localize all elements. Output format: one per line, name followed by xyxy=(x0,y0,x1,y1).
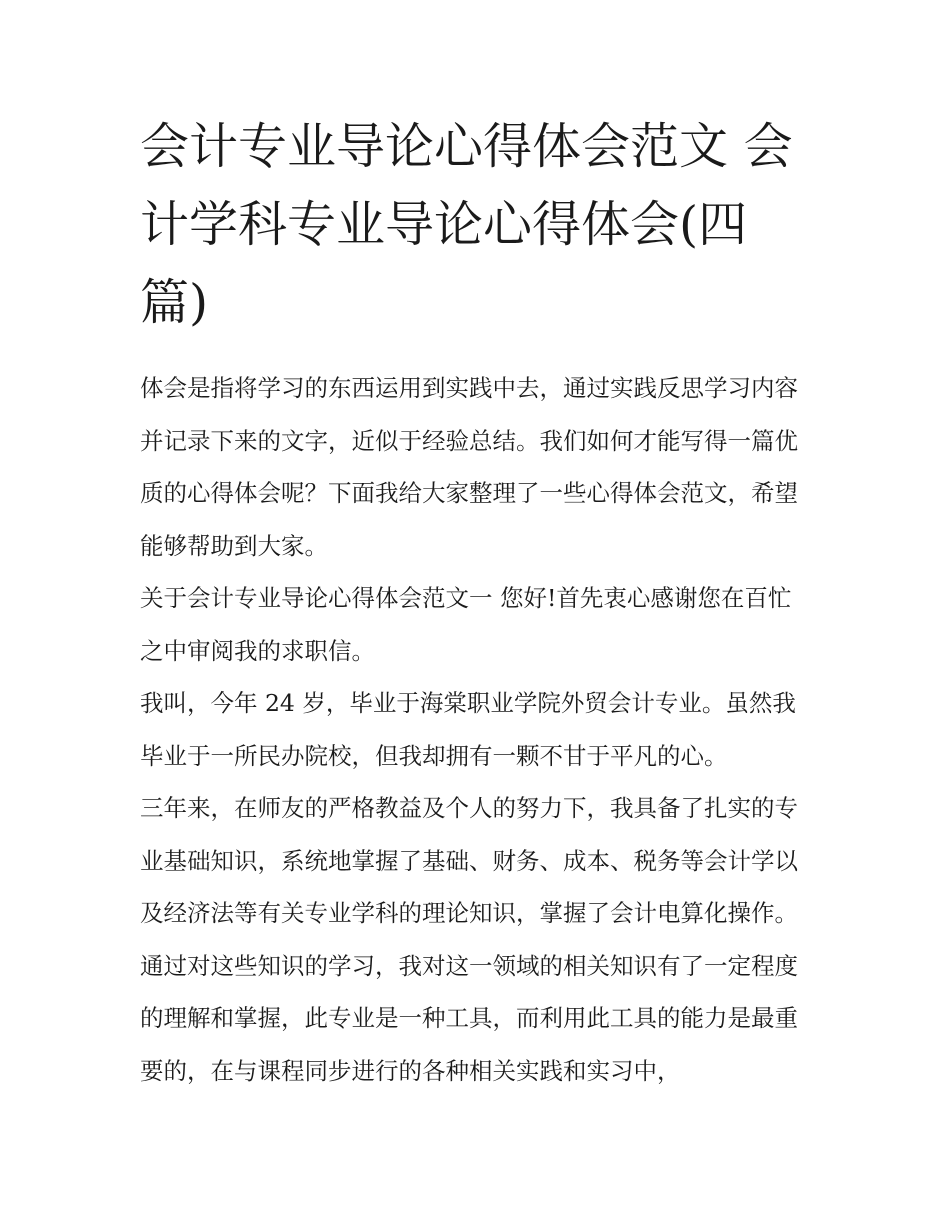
document-body xyxy=(140,362,812,1097)
paragraph-intro: 体会是指将学习的东西运用到实践中去，通过实践反思学习内容并记录下来的文字，近似于经验总结。我们如何才能写得一篇优质的心得体会呢？下面我给大家整理了一些心得体会范文，希望能够帮助到大家。 xyxy=(140,374,798,560)
paragraph-self-introduction: 我叫，今年 24 岁，毕业于海棠职业学院外贸会计专业。虽然我毕业于一所民办院校，但我却拥有一颗不甘于平凡的心。 xyxy=(140,689,796,770)
document-content xyxy=(140,108,812,1097)
document-title: 会计专业导论心得体会范文 会计学科专业导论心得体会(四篇) xyxy=(140,118,793,331)
paragraph-study-experience: 三年来，在师友的严格教益及个人的努力下，我具备了扎实的专业基础知识，系统地掌握了基础、财务、成本、税务等会计学以及经济法等有关专业学科的理论知识，掌握了会计电算化操作。通过对这些知识的学习，我对这一领域的相关知识有了一定程度的理解和掌握，此专业是一种工具，而利用此工具的能力是最重要的，在与课程同步进行的各种相关实践和实习中， xyxy=(140,794,798,1085)
paragraph-sample-one-greeting: 关于会计专业导论心得体会范文一 您好!首先衷心感谢您在百忙之中审阅我的求职信。 xyxy=(140,584,792,665)
